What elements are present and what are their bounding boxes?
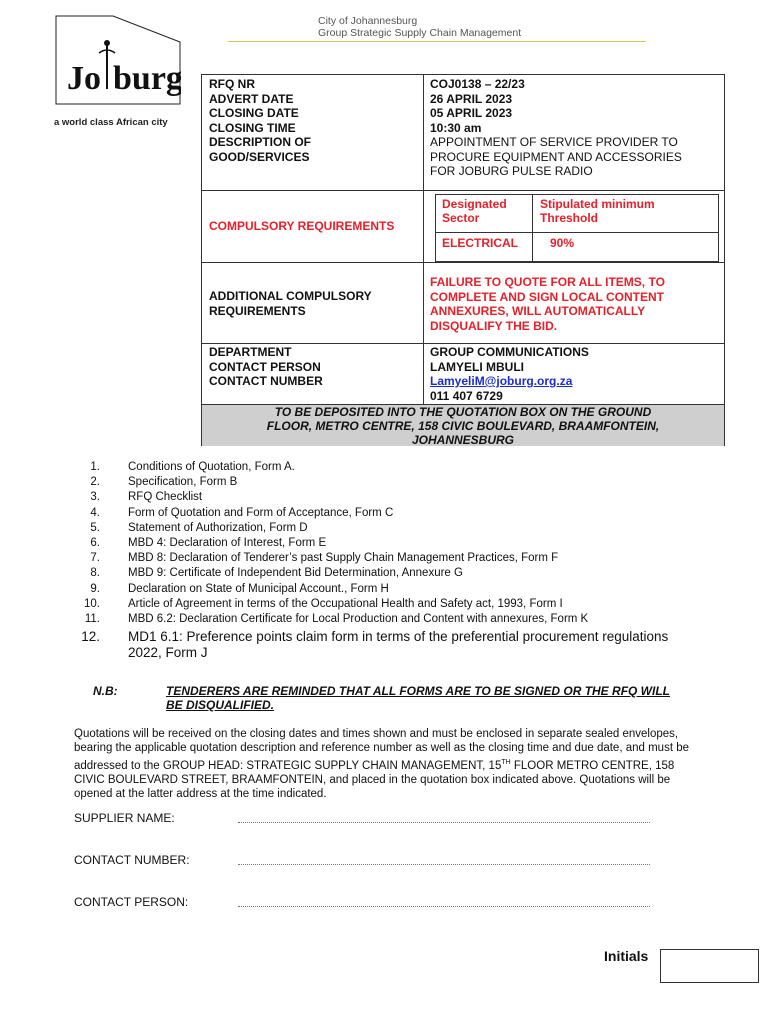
supplier-name-label: SUPPLIER NAME: [74, 811, 175, 825]
additional-requirement-line: FAILURE TO QUOTE FOR ALL ITEMS, TO [430, 275, 665, 289]
list-item [80, 566, 700, 581]
additional-requirement-line: ANNEXURES, WILL AUTOMATICALLY [430, 304, 646, 318]
threshold-value: 90% [550, 236, 575, 250]
value-description-line: APPOINTMENT OF SERVICE PROVIDER TO [430, 135, 678, 149]
rfq-info-table [201, 74, 725, 446]
submission-instructions [74, 727, 706, 802]
value-contact-phone: 011 407 6729 [430, 388, 503, 403]
sector-header-line: Designated [442, 197, 507, 211]
svg-text:burg: burg [113, 60, 181, 97]
value-advert-date: 26 APRIL 2023 [430, 91, 513, 106]
label-additional-requirements: REQUIREMENTS [209, 303, 306, 318]
header-rule [228, 41, 646, 42]
item-text: RFQ Checklist [128, 491, 203, 504]
item-text: MBD 4: Declaration of Interest, Form E [128, 536, 327, 549]
nb-label: N.B: [93, 684, 118, 698]
list-item [80, 597, 700, 612]
deposit-line: FLOOR, METRO CENTRE, 158 CIVIC BOULEVARD, BRAAMFONTEIN, [266, 419, 660, 433]
list-item [80, 612, 700, 627]
item-text: Specification, Form B [128, 476, 238, 489]
contact-person-label: CONTACT PERSON: [74, 895, 189, 909]
value-description-line: PROCURE EQUIPMENT AND ACCESSORIES [430, 149, 682, 164]
required-forms-list [80, 460, 700, 661]
contact-person-field[interactable] [238, 906, 650, 907]
threshold-header-line: Threshold [540, 211, 599, 225]
label-advert-date: ADVERT DATE [209, 91, 294, 106]
svg-text:Jo: Jo [67, 60, 101, 97]
label-contact-person: CONTACT PERSON [209, 359, 321, 374]
sector-table-divider [532, 195, 533, 261]
label-closing-date: CLOSING DATE [209, 106, 299, 120]
value-contact-person: LAMYELI MBULI [430, 359, 524, 374]
initials-label: Initials [604, 948, 649, 964]
item-text: MBD 9: Certificate of Independent Bid Determination, Annexure G [128, 567, 463, 580]
contact-email-link[interactable]: LamyeliM@joburg.org.za [430, 374, 573, 388]
list-item [80, 582, 700, 597]
label-compulsory-requirements: COMPULSORY REQUIREMENTS [209, 219, 395, 233]
label-department: DEPARTMENT [209, 345, 292, 359]
item-number: 9. [90, 582, 100, 595]
item-text: Conditions of Quotation, Form A. [128, 461, 295, 473]
list-item [80, 521, 700, 536]
label-contact-number: CONTACT NUMBER [209, 374, 323, 388]
list-item [80, 536, 700, 551]
item-number: 11. [84, 612, 100, 625]
instructions-text: Quotations will be received on the closing dates and times shown and must be enclosed in separate sealed envelopes, bearing the applicable quotation description and reference number as well as the closing time and due date, and must be addressed to the GROUP HEAD: STRATEGIC SUPPLY CHAIN MANAGEMENT, 15 [74, 728, 690, 772]
list-item [80, 506, 700, 521]
item-text: Statement of Authorization, Form D [128, 521, 308, 534]
deposit-line: TO BE DEPOSITED INTO THE QUOTATION BOX ON THE GROUND [274, 405, 652, 419]
label-description: DESCRIPTION OF [209, 135, 312, 149]
nb-warning: TENDERERS ARE REMINDED THAT ALL FORMS ARE TO BE SIGNED OR THE RFQ WILL BE DISQUALIFIED. [166, 684, 671, 712]
item-number: 1. [90, 461, 100, 473]
label-closing-time: CLOSING TIME [209, 120, 296, 135]
row-divider [202, 343, 724, 344]
joburg-logo-graphic [55, 15, 181, 105]
list-item [80, 551, 700, 566]
list-item [80, 627, 700, 661]
value-closing-date: 05 APRIL 2023 [430, 106, 513, 120]
contact-number-label: CONTACT NUMBER: [74, 853, 190, 867]
additional-requirement-line: DISQUALIFY THE BID. [430, 318, 558, 333]
item-number: 7. [90, 552, 100, 565]
item-number: 4. [90, 506, 100, 519]
supplier-name-field[interactable] [238, 822, 650, 823]
list-item [80, 490, 700, 505]
additional-requirement-line: COMPLETE AND SIGN LOCAL CONTENT [430, 289, 664, 304]
item-text: MBD 6.2: Declaration Certificate for Local Production and Content with annexures, Form K [128, 612, 589, 625]
deposit-instructions [202, 404, 724, 446]
item-number: 3. [90, 491, 100, 504]
sector-header-line: Sector [442, 211, 480, 225]
sector-value: ELECTRICAL [442, 236, 518, 250]
row-divider [202, 190, 724, 191]
value-description-line: FOR JOBURG PULSE RADIO [430, 164, 593, 178]
item-text: Form of Quotation and Form of Acceptance, Form C [128, 506, 394, 519]
item-number: 5. [90, 521, 100, 534]
item-number: 6. [90, 536, 100, 549]
joburg-logo [55, 15, 181, 105]
contact-number-field[interactable] [238, 864, 650, 865]
sector-threshold-table [435, 194, 719, 262]
item-text: MD1 6.1: Preference points claim form in terms of the preferential procurement regulations 2022, Form J [128, 629, 669, 661]
list-item [80, 460, 700, 475]
header-department: Group Strategic Supply Chain Management [318, 27, 522, 39]
item-number: 8. [90, 567, 100, 580]
item-text: Declaration on State of Municipal Account., Form H [128, 582, 389, 595]
label-rfq-nr: RFQ NR [209, 77, 255, 91]
header-org-name: City of Johannesburg [318, 15, 418, 27]
table-divider [423, 75, 424, 404]
value-rfq-nr: COJ0138 – 22/23 [430, 77, 525, 91]
item-number: 10. [84, 597, 100, 610]
sector-table-row-divider [436, 232, 718, 233]
superscript-th: TH [501, 758, 511, 766]
logo-tagline: a world class African city [54, 117, 168, 128]
row-divider [202, 262, 724, 263]
value-department: GROUP COMMUNICATIONS [430, 345, 589, 359]
item-text: MBD 8: Declaration of Tenderer’s past Supply Chain Management Practices, Form F [128, 552, 559, 565]
instructions-text: FLOOR METRO CENTRE, 158 CIVIC BOULEVARD STREET, BRAAMFONTEIN, and placed in the quotation box indicated above. Quotations will be opened at the latter address at the time indicated. [74, 759, 675, 801]
label-goods-services: GOOD/SERVICES [209, 149, 310, 164]
threshold-header-line: Stipulated minimum [540, 197, 655, 211]
initials-box[interactable] [660, 949, 759, 983]
list-item [80, 475, 700, 490]
item-number: 2. [90, 476, 100, 489]
item-number: 12. [81, 629, 100, 645]
label-additional-requirements: ADDITIONAL COMPULSORY [209, 289, 372, 303]
deposit-line: JOHANNESBURG [411, 433, 514, 447]
item-text: Article of Agreement in terms of the Occupational Health and Safety act, 1993, Form I [128, 597, 563, 610]
value-closing-time: 10:30 am [430, 120, 482, 135]
